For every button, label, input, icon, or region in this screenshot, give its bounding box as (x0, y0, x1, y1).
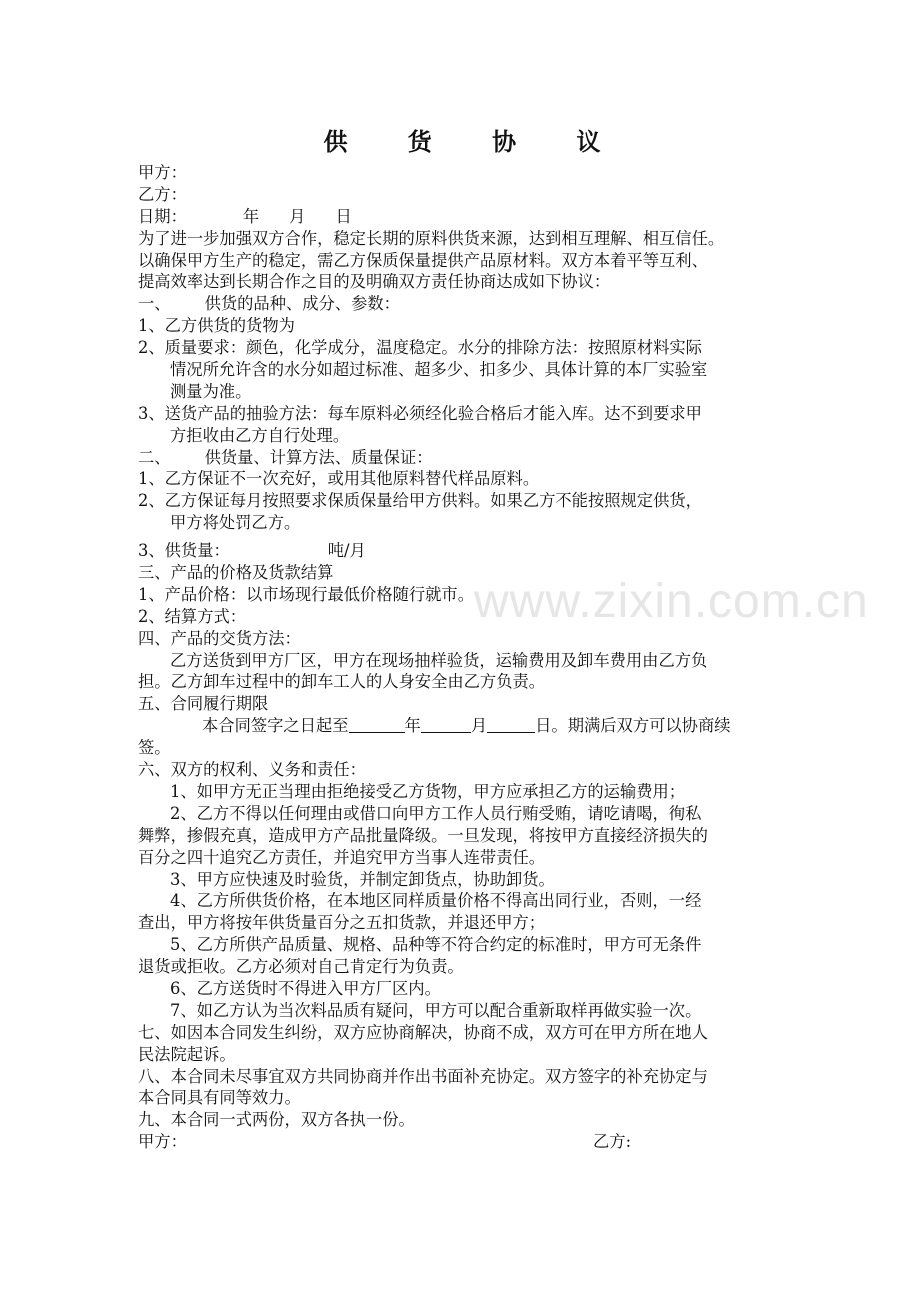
section-1-item-2: 2、质量要求：颜色，化学成分，温度稳定。水分的排除方法：按照原材料实际 情况所允许含的水分如超过标准、超多少、扣多少、具体计算的本厂实验室 测量为准。 (138, 338, 708, 401)
section-2-item-1: 1、乙方保证不一次充好，或用其他原料替代样品原料。 (138, 469, 540, 489)
party-a-line: 甲方： (138, 163, 187, 182)
section-3-item-2: 2、结算方式： (138, 606, 247, 626)
date-year: 年 (242, 206, 260, 226)
section-7: 七、如因本合同发生纠纷，双方应协商解决，协商不成，双方可在甲方所在地人 民法院起诉。 (138, 1022, 708, 1064)
signature-line (138, 1131, 786, 1153)
section-9: 九、本合同一式两份，双方各执一份。 (138, 1110, 415, 1130)
watermark-text: www.zixin.com.cn (474, 575, 869, 628)
blank-month (421, 716, 471, 733)
section-6-item-2: 2、乙方不得以任何理由或借口向甲方工作人员行贿受贿，请吃请喝，徇私 舞弊，掺假充真，造成甲方产品批量降级。一旦发现，将按甲方直接经济损失的 百分之四十追究乙方责任，并追究甲方当事人连带责任。 (138, 803, 708, 867)
blank-day (487, 716, 535, 733)
section-1-item-1: 1、乙方供货的货物为 (138, 316, 295, 336)
section-1-heading: 一、 供货的品种、成分、参数： (138, 294, 400, 314)
section-6-heading: 六、双方的权利、义务和责任： (138, 760, 366, 780)
section-4-paragraph: 乙方送货到甲方厂区，甲方在现场抽样验货，运输费用及卸车费用由乙方负 担。乙方卸车过程中的卸车工人的人身安全由乙方负责。 (138, 650, 708, 692)
section-2-item-3: 3、供货量： 吨/月 (138, 541, 366, 561)
date-day: 日 (335, 206, 352, 226)
signature-party-a: 甲方： (138, 1132, 187, 1152)
section-5-heading: 五、合同履行期限 (138, 694, 269, 714)
section-4-heading: 四、产品的交货方法： (138, 628, 301, 648)
section-2-heading: 二、 供货量、计算方法、质量保证： (138, 447, 433, 467)
page-title: 供 货 协 议 (323, 127, 627, 156)
signature-party-b: 乙方: (593, 1132, 632, 1152)
party-b-line: 乙方： (138, 184, 187, 204)
section-6-item-1: 1、如甲方无正当理由拒绝接受乙方货物，甲方应承担乙方的运输费用； (170, 781, 686, 801)
section-5-wrap: 签。 (138, 738, 171, 758)
agreement-body (138, 162, 786, 1153)
section-6-item-6: 6、乙方送货时不得进入甲方厂区内。 (170, 978, 441, 998)
date-line (138, 206, 786, 228)
date-label: 日期： (138, 206, 187, 226)
date-month: 月 (289, 206, 306, 226)
section-5-term-line: 本合同签字之日起至 年 月 日。期满后双方可以协商续 (202, 716, 731, 736)
intro-paragraph: 为了进一步加强双方合作，稳定长期的原料供货来源，达到相互理解、相互信任。 以确保甲方生产的稳定，需乙方保质保量提供产品原材料。双方本着平等互利、 提高效率达到长期合作之目的及明确双方责任协商达成如下协议： (138, 228, 725, 292)
section-3-item-1: 1、产品价格：以市场现行最低价格随行就市。 (138, 584, 474, 604)
section-3-heading: 三、产品的价格及货款结算 (138, 563, 334, 583)
section-6-item-5: 5、乙方所供产品质量、规格、品种等不符合约定的标准时，甲方可无条件 退货或拒收。乙方必须对自己肯定行为负责。 (138, 935, 702, 977)
section-6-item-4: 4、乙方所供货价格，在本地区同样质量价格不得高出同行业，否则，一经 查出，甲方将按年供货量百分之五扣货款，并退还甲方； (138, 891, 702, 933)
section-6-item-7: 7、如乙方认为当次料品质有疑问，甲方可以配合重新取样再做实验一次。 (170, 1000, 702, 1020)
section-1-item-3: 3、送货产品的抽验方法：每车原料必须经化验合格后才能入库。达不到要求甲 方拒收由乙方自行处理。 (138, 403, 702, 445)
blank-year (349, 716, 405, 733)
section-2-item-2: 2、乙方保证每月按照要求保质保量给甲方供料。如果乙方不能按照规定供货， 甲方将处罚乙方。 (138, 491, 702, 533)
section-8: 八、本合同未尽事宜双方共同协商并作出书面补充协定。双方签字的补充协定与 本合同具有同等效力。 (138, 1066, 708, 1108)
section-6-item-3: 3、甲方应快速及时验货，并制定卸货点，协助卸货。 (170, 869, 555, 889)
